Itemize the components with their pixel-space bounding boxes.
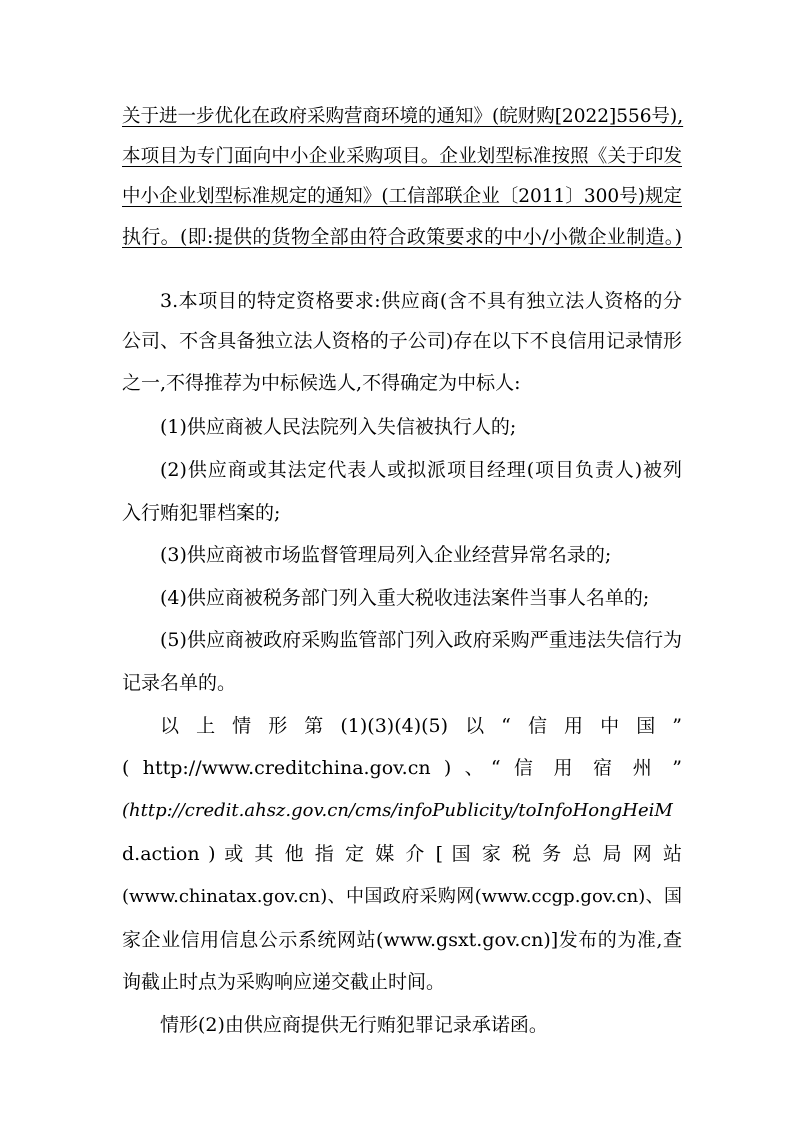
list-item: (5)供应商被政府采购监管部门列入政府采购严重违法失信行为 [160,629,682,651]
paragraph-line: 中小企业划型标准规定的通知》(工信部联企业〔2011〕300号)规定 [122,186,682,207]
paragraph-line: 之一,不得推荐为中标候选人,不得确定为中标人: [122,372,521,394]
paragraph-line: 询截止时点为采购响应递交截止时间。 [122,971,446,993]
paragraph-line: ( http://www.creditchina.gov.cn ) 、“ 信 用 宿 州 ” [122,757,682,779]
list-item: (2)供应商或其法定代表人或拟派项目经理(项目负责人)被列 [160,459,682,481]
paragraph-line: 以上情形第(1)(3)(4)(5)以“信用中国” [160,715,682,737]
list-item-continuation: 入行贿犯罪档案的; [122,502,281,524]
list-item: (4)供应商被税务部门列入重大税收违法案件当事人名单的; [160,587,650,609]
paragraph-line: (http://credit.ahsz.gov.cn/cms/infoPublicity/toInfoHongHeiM [122,800,673,821]
paragraph-line: 执行。(即:提供的货物全部由符合政策要求的中小/小微企业制造。) [122,226,682,248]
paragraph-line: (www.chinatax.gov.cn)、中国政府采购网(www.ccgp.gov.cn)、国 [122,886,682,907]
paragraph-line: 情形(2)由供应商提供无行贿犯罪记录承诺函。 [160,1014,548,1036]
paragraph-line: 关于进一步优化在政府采购营商环境的通知》(皖财购[2022]556号), [122,106,684,127]
list-item-continuation: 记录名单的。 [122,672,237,694]
paragraph-line: 家企业信用信息公示系统网站(www.gsxt.gov.cn)]发布的为准,查 [122,929,682,951]
list-item: (3)供应商被市场监督管理局列入企业经营异常名录的; [160,544,612,566]
paragraph-line: 公司、不含具备独立法人资格的子公司)存在以下不良信用记录情形 [122,330,682,352]
paragraph-line: 本项目为专门面向中小企业采购项目。企业划型标准按照《关于印发 [122,146,682,167]
paragraph-line: d.action ) 或 其 他 指 定 媒 介 [ 国 家 税 务 总 局 网 站 [122,843,682,865]
list-item: (1)供应商被人民法院列入失信被执行人的; [160,416,517,438]
paragraph-line: 3.本项目的特定资格要求:供应商(含不具有独立法人资格的分 [160,290,682,312]
